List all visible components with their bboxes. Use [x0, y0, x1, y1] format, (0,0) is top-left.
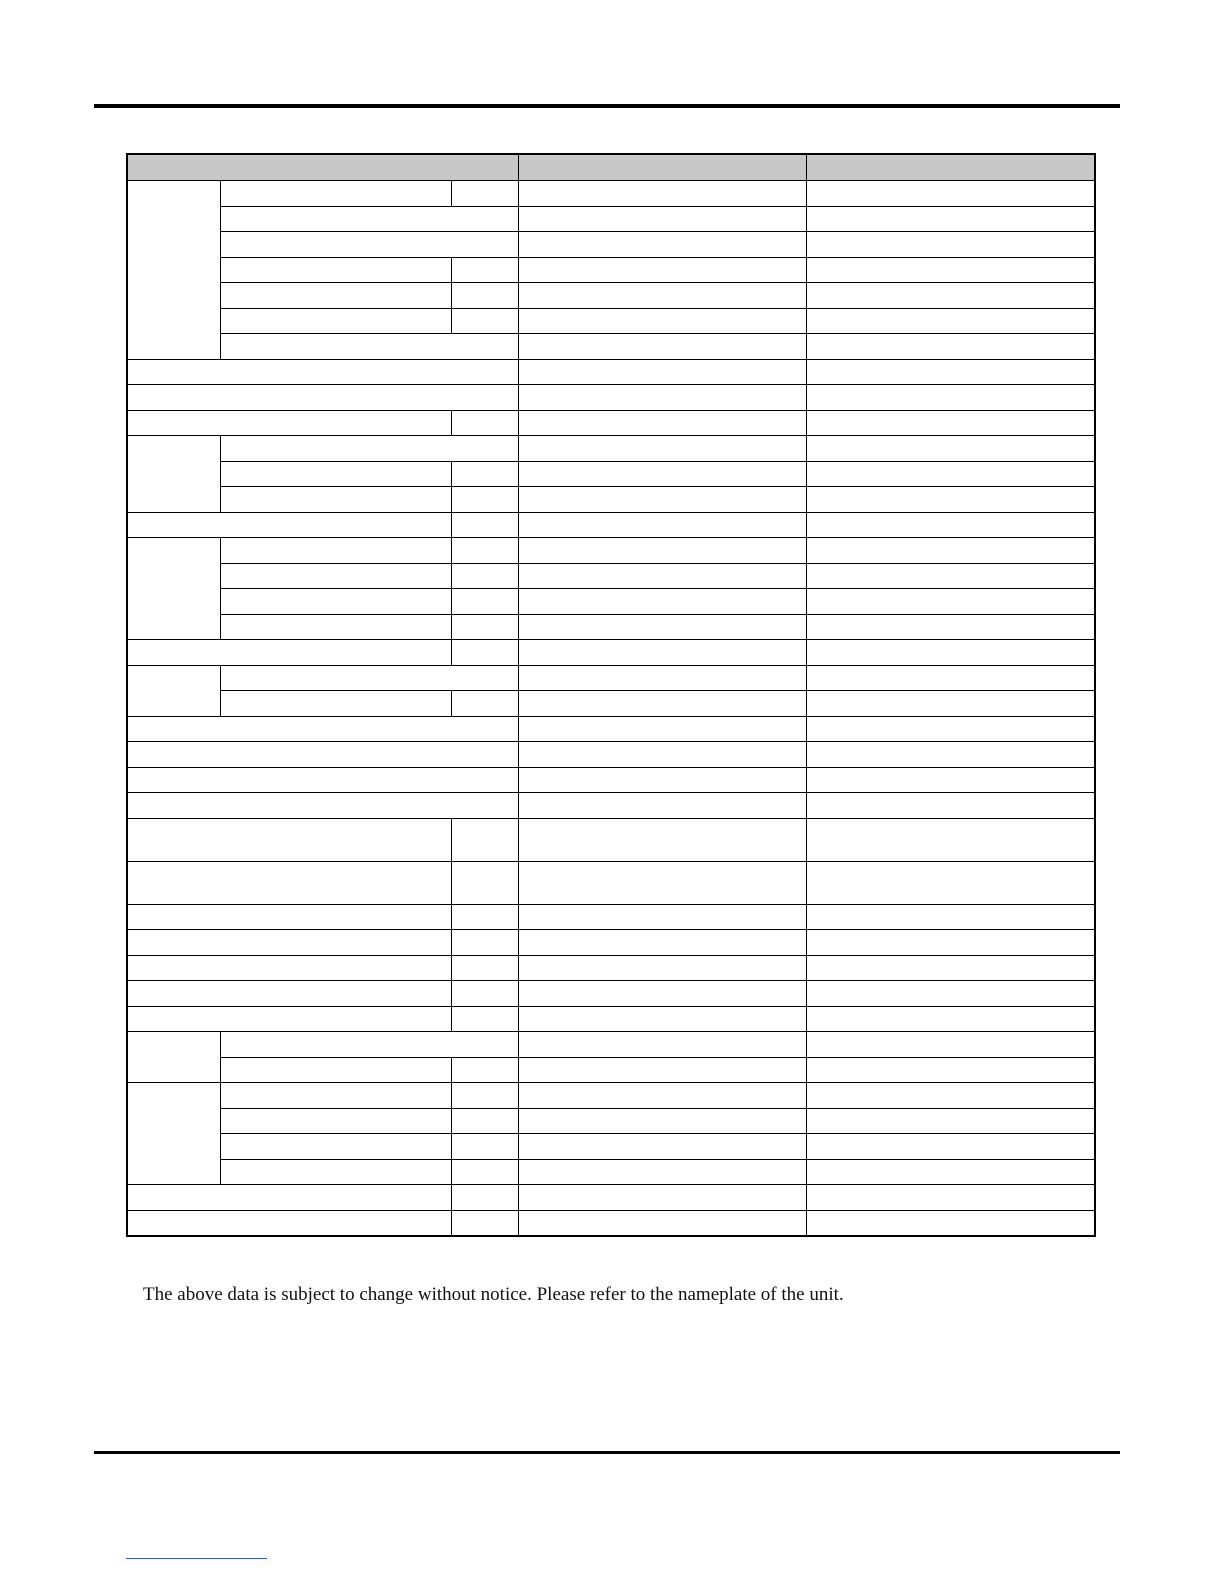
value-cell: [806, 283, 1095, 309]
header-rule: [94, 104, 1120, 108]
value-cell: [518, 257, 806, 283]
footer-rule: [94, 1451, 1120, 1454]
value-cell: [518, 232, 806, 258]
value-cell: [518, 742, 806, 768]
value-cell: [806, 461, 1095, 487]
table-row: [127, 981, 1095, 1007]
value-cell: [518, 955, 806, 981]
value-cell: [806, 257, 1095, 283]
value-cell: [518, 308, 806, 334]
value-cell: [518, 589, 806, 615]
table-row: [127, 232, 1095, 258]
table-row: [127, 359, 1095, 385]
table-row: [127, 1032, 1095, 1058]
value-cell: [518, 1108, 806, 1134]
unit-cell: [451, 1083, 518, 1109]
item-cell: [127, 981, 451, 1007]
unit-cell: [451, 640, 518, 666]
table-row: [127, 665, 1095, 691]
value-cell: [806, 861, 1095, 904]
value-cell: [806, 930, 1095, 956]
table-row: [127, 1083, 1095, 1109]
value-cell: [518, 861, 806, 904]
value-cell: [806, 410, 1095, 436]
value-cell: [806, 1185, 1095, 1211]
value-cell: [518, 767, 806, 793]
value-cell: [518, 716, 806, 742]
group-cell: [127, 538, 220, 640]
table-row: [127, 461, 1095, 487]
unit-cell: [451, 308, 518, 334]
item-cell: [127, 767, 518, 793]
unit-cell: [451, 410, 518, 436]
value-cell: [518, 181, 806, 207]
value-cell: [806, 563, 1095, 589]
value-cell: [518, 563, 806, 589]
unit-cell: [451, 461, 518, 487]
value-cell: [806, 334, 1095, 360]
table-row: [127, 691, 1095, 717]
group-cell: [127, 1032, 220, 1083]
value-cell: [518, 283, 806, 309]
table-row: [127, 1057, 1095, 1083]
value-cell: [806, 1134, 1095, 1160]
table-row: [127, 955, 1095, 981]
unit-cell: [451, 981, 518, 1007]
value-cell: [518, 818, 806, 861]
item-cell: [220, 308, 451, 334]
value-cell: [806, 614, 1095, 640]
unit-cell: [451, 487, 518, 513]
item-cell: [127, 410, 451, 436]
table-row: [127, 1159, 1095, 1185]
unit-cell: [451, 930, 518, 956]
item-cell: [127, 904, 451, 930]
unit-cell: [451, 257, 518, 283]
unit-cell: [451, 589, 518, 615]
value-cell: [806, 1108, 1095, 1134]
table-row: [127, 742, 1095, 768]
value-cell: [806, 206, 1095, 232]
value-cell: [806, 1032, 1095, 1058]
item-cell: [127, 359, 518, 385]
value-cell: [518, 1159, 806, 1185]
item-cell: [127, 930, 451, 956]
unit-cell: [451, 563, 518, 589]
table-row: [127, 181, 1095, 207]
item-cell: [220, 181, 451, 207]
table-row: [127, 818, 1095, 861]
item-cell: [220, 487, 451, 513]
value-cell: [806, 767, 1095, 793]
group-cell: [127, 436, 220, 513]
table-row: [127, 1108, 1095, 1134]
item-cell: [220, 283, 451, 309]
header-cell-model-1: [518, 154, 806, 181]
item-cell: [220, 206, 518, 232]
item-cell: [127, 793, 518, 819]
unit-cell: [451, 691, 518, 717]
value-cell: [518, 930, 806, 956]
value-cell: [806, 589, 1095, 615]
unit-cell: [451, 1134, 518, 1160]
item-cell: [220, 436, 518, 462]
item-cell: [127, 818, 451, 861]
item-cell: [220, 1032, 518, 1058]
item-cell: [220, 1108, 451, 1134]
item-cell: [127, 861, 451, 904]
unit-cell: [451, 614, 518, 640]
value-cell: [806, 742, 1095, 768]
value-cell: [518, 1185, 806, 1211]
unit-cell: [451, 955, 518, 981]
unit-cell: [451, 512, 518, 538]
item-cell: [127, 742, 518, 768]
item-cell: [127, 1210, 451, 1236]
item-cell: [220, 1159, 451, 1185]
item-cell: [220, 691, 451, 717]
item-cell: [127, 1006, 451, 1032]
table-row: [127, 861, 1095, 904]
table-row: [127, 512, 1095, 538]
value-cell: [806, 640, 1095, 666]
item-cell: [220, 614, 451, 640]
value-cell: [518, 665, 806, 691]
table-row: [127, 436, 1095, 462]
table-row: [127, 410, 1095, 436]
unit-cell: [451, 1210, 518, 1236]
table-row: [127, 904, 1095, 930]
item-cell: [220, 461, 451, 487]
value-cell: [806, 385, 1095, 411]
item-cell: [220, 334, 518, 360]
table-row: [127, 1210, 1095, 1236]
value-cell: [518, 1006, 806, 1032]
unit-cell: [451, 861, 518, 904]
value-cell: [518, 1083, 806, 1109]
value-cell: [518, 640, 806, 666]
group-cell: [127, 181, 220, 360]
value-cell: [518, 904, 806, 930]
unit-cell: [451, 1185, 518, 1211]
header-cell-model-2: [806, 154, 1095, 181]
group-cell: [127, 665, 220, 716]
value-cell: [806, 538, 1095, 564]
value-cell: [806, 1083, 1095, 1109]
value-cell: [518, 1210, 806, 1236]
item-cell: [127, 385, 518, 411]
value-cell: [518, 691, 806, 717]
group-cell: [127, 1083, 220, 1185]
table-row: [127, 793, 1095, 819]
item-cell: [220, 1057, 451, 1083]
unit-cell: [451, 904, 518, 930]
value-cell: [518, 461, 806, 487]
link-underline[interactable]: [126, 1558, 267, 1559]
unit-cell: [451, 1006, 518, 1032]
table-row: [127, 334, 1095, 360]
item-cell: [220, 1134, 451, 1160]
table-row: [127, 614, 1095, 640]
value-cell: [806, 793, 1095, 819]
unit-cell: [451, 1108, 518, 1134]
table-header-row: [127, 154, 1095, 181]
value-cell: [806, 181, 1095, 207]
table-row: [127, 1185, 1095, 1211]
value-cell: [806, 1210, 1095, 1236]
item-cell: [127, 512, 451, 538]
value-cell: [806, 665, 1095, 691]
table-row: [127, 767, 1095, 793]
value-cell: [806, 981, 1095, 1007]
table-row: [127, 257, 1095, 283]
value-cell: [806, 716, 1095, 742]
header-cell-item: [127, 154, 518, 181]
value-cell: [518, 538, 806, 564]
value-cell: [518, 385, 806, 411]
item-cell: [220, 257, 451, 283]
value-cell: [806, 955, 1095, 981]
footnote-text: The above data is subject to change without notice. Please refer to the nameplate of the unit.: [143, 1284, 844, 1305]
value-cell: [518, 614, 806, 640]
unit-cell: [451, 1057, 518, 1083]
value-cell: [518, 1032, 806, 1058]
table-row: [127, 1134, 1095, 1160]
table-row: [127, 283, 1095, 309]
value-cell: [518, 793, 806, 819]
table-row: [127, 589, 1095, 615]
item-cell: [220, 665, 518, 691]
item-cell: [127, 716, 518, 742]
value-cell: [518, 487, 806, 513]
table-row: [127, 1006, 1095, 1032]
item-cell: [220, 589, 451, 615]
unit-cell: [451, 538, 518, 564]
value-cell: [806, 308, 1095, 334]
table-row: [127, 716, 1095, 742]
item-cell: [127, 955, 451, 981]
value-cell: [806, 232, 1095, 258]
unit-cell: [451, 283, 518, 309]
item-cell: [127, 1185, 451, 1211]
value-cell: [518, 1134, 806, 1160]
table-row: [127, 563, 1095, 589]
value-cell: [518, 512, 806, 538]
item-cell: [220, 538, 451, 564]
value-cell: [806, 436, 1095, 462]
table-row: [127, 308, 1095, 334]
value-cell: [806, 359, 1095, 385]
table-row: [127, 206, 1095, 232]
item-cell: [220, 1083, 451, 1109]
value-cell: [806, 1057, 1095, 1083]
specification-table: [126, 153, 1096, 1237]
value-cell: [518, 206, 806, 232]
table-row: [127, 487, 1095, 513]
value-cell: [806, 1006, 1095, 1032]
table-row: [127, 640, 1095, 666]
unit-cell: [451, 181, 518, 207]
table-row: [127, 385, 1095, 411]
value-cell: [518, 359, 806, 385]
value-cell: [806, 512, 1095, 538]
value-cell: [518, 436, 806, 462]
item-cell: [220, 563, 451, 589]
item-cell: [220, 232, 518, 258]
table-row: [127, 930, 1095, 956]
value-cell: [806, 818, 1095, 861]
value-cell: [806, 1159, 1095, 1185]
unit-cell: [451, 1159, 518, 1185]
value-cell: [518, 410, 806, 436]
value-cell: [806, 487, 1095, 513]
value-cell: [518, 334, 806, 360]
value-cell: [806, 904, 1095, 930]
unit-cell: [451, 818, 518, 861]
table-row: [127, 538, 1095, 564]
value-cell: [518, 981, 806, 1007]
value-cell: [518, 1057, 806, 1083]
value-cell: [806, 691, 1095, 717]
item-cell: [127, 640, 451, 666]
